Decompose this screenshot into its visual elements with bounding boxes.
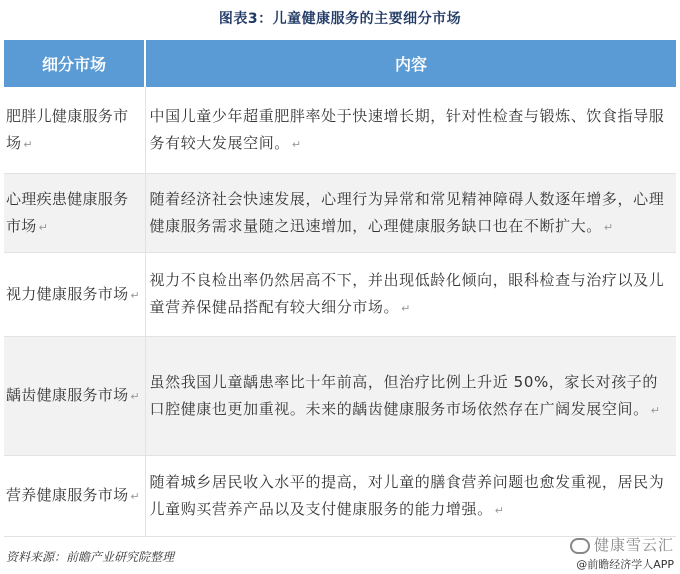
content-cell: 随着经济社会快速发展，心理行为异常和常见精神障碍人数逐年增多，心理健康服务需求量随之迅速增加，心理健康服务缺口也在不断扩大。	[149, 189, 665, 235]
segment-table	[4, 40, 676, 537]
segment-cell: 龋齿健康服务市场	[6, 386, 129, 404]
table-row: 视力健康服务市场 ↵ 视力不良检出率仍然居高不下，并出现低龄化倾向，眼科检查与治疗以及儿童营养保健品搭配有较大细分市场。 ↵	[4, 253, 676, 337]
content-cell: 虽然我国儿童龋患率比十年前高，但治疗比例上升近 50%，家长对孩子的口腔健康也更加重视。未来的龋齿健康服务市场依然存在广阔发展空间。	[149, 372, 659, 418]
table-row: 龋齿健康服务市场 ↵ 虽然我国儿童龋患率比十年前高，但治疗比例上升近 50%，家长对孩子的口腔健康也更加重视。未来的龋齿健康服务市场依然存在广阔发展空间。 ↵	[4, 337, 676, 456]
watermark-brand: 健康雪云汇	[593, 536, 674, 554]
header-content: 内容	[145, 40, 676, 87]
table-header-row	[4, 40, 676, 87]
table-row: 营养健康服务市场 ↵ 随着城乡居民收入水平的提高，对儿童的膳食营养问题也愈发重视，居民为儿童购买营养产品以及支付健康服务的能力增强。 ↵	[4, 456, 676, 537]
watermark-app: @前瞻经济学人APP	[576, 558, 674, 571]
content-cell: 随着城乡居民收入水平的提高，对儿童的膳食营养问题也愈发重视，居民为儿童购买营养产品以及支付健康服务的能力增强。	[149, 472, 665, 518]
segment-cell: 心理疾患健康服务市场	[6, 189, 129, 235]
content-cell: 中国儿童少年超重肥胖率处于快速增长期，针对性检查与锻炼、饮食指导服务有较大发展空间。	[149, 106, 665, 152]
header-segment: 细分市场	[4, 40, 145, 87]
wechat-icon	[570, 538, 590, 554]
segment-cell: 营养健康服务市场	[6, 486, 129, 504]
figure-title: 图表3：儿童健康服务的主要细分市场	[218, 11, 462, 27]
source-note: 资料来源：前瞻产业研究院整理	[6, 550, 175, 564]
table-row: 肥胖儿健康服务市场 ↵ 中国儿童少年超重肥胖率处于快速增长期，针对性检查与锻炼、饮食指导服务有较大发展空间。 ↵	[4, 87, 676, 174]
segment-cell: 视力健康服务市场	[6, 284, 129, 303]
segment-cell: 肥胖儿健康服务市场	[6, 106, 129, 152]
table-row: 心理疾患健康服务市场 ↵ 随着经济社会快速发展，心理行为异常和常见精神障碍人数逐年增多，心理健康服务需求量随之迅速增加，心理健康服务缺口也在不断扩大。 ↵	[4, 174, 676, 253]
watermark	[570, 534, 674, 572]
content-cell: 视力不良检出率仍然居高不下，并出现低龄化倾向，眼科检查与治疗以及儿童营养保健品搭配有较大细分市场。	[149, 271, 665, 316]
